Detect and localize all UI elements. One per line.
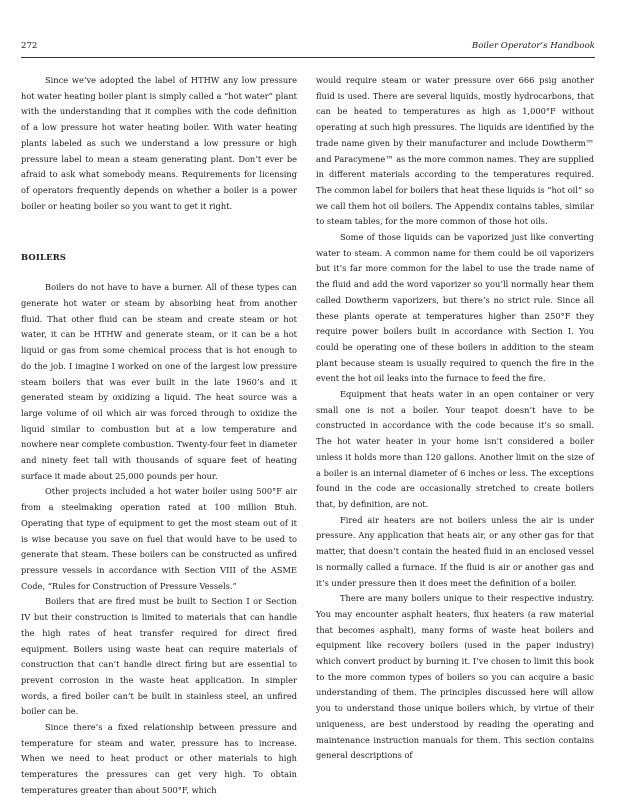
- paragraph-hot-oil: would require steam or water pressure over 666 psig another fluid is used. There are several liquids, mostly hydrocarbons, that can be heated to temperatures as high as 1,000°F without operating at such high pressures. The liquids are identified by the trade name given by their manufacturer and include Dowtherm™ and Paracymene™ as the more common names. They are supplied in different materials according to the temperatures required. The common label for boilers that heat these liquids is “hot oil” so we call them hot oil boilers. The Appendix contains tables, similar to steam tables, for the more common of those hot oils.: [316, 75, 594, 227]
- right-column: [316, 73, 594, 764]
- page-number: 272: [21, 41, 38, 51]
- paragraph-hthw-label: Since we’ve adopted the label of HTHW any low pressure hot water heating boiler plant is simply called a “hot water” plant with the understanding that it complies with the code definition of a low pressure hot water heating boiler. With water heating plants labeled as such we understand a low pressure or high pressure label to mean a steam generating plant. Don’t ever be afraid to ask what somebody means. Requirements for licensing of operators frequently depends on whether a boiler is a power boiler or heating boiler so you want to get it right.: [21, 75, 297, 211]
- paragraph-pressure-temperature: Since there’s a fixed relationship between pressure and temperature for steam and water, pressure has to increase. When we need to heat product or other materials to high temperatures the pressures can get very high. To obtain temperatures greater than about 500°F, which: [21, 722, 297, 795]
- paragraph-air-heaters: Fired air heaters are not boilers unless the air is under pressure. Any application that heats air, or any other gas for that matter, that doesn’t contain the heated fluid in an enclosed vessel is normally called a furnace. If the fluid is air or another gas and it’s under pressure then it does meet the definition of a boiler.: [316, 514, 594, 588]
- paragraph-open-container: Equipment that heats water in an open container or very small one is not a boiler. Your teapot doesn’t have to be constructed in accordance with the code because it’s so small. The hot water heater in your home isn’t considered a boiler unless it holds more than 120 gallons. Another limit on the size of a boiler is an internal diameter of 6 inches or less. The exceptions found in the code are occasionally stretched to create boilers that, by definition, are not.: [316, 389, 594, 509]
- left-column: [21, 73, 297, 799]
- paragraph-unique-boilers: There are many boilers unique to their respective industry. You may encounter asphalt heaters, flux heaters (a raw material that becomes asphalt), many forms of waste heat boilers and equipment like recovery boilers (used in the paper industry) which convert product by burning it. I’ve chosen to limit this book to the more common types of boilers so you can acquire a basic understanding of them. The principles discussed here will allow you to understand those unique boilers which, by virtue of their uniqueness, are best understood by reading the operating and maintenance instruction manuals for them. This section contains general descriptions of: [316, 593, 594, 761]
- section-heading-boilers: BOILERS: [21, 252, 67, 263]
- running-header: [21, 41, 595, 55]
- header-rule: [21, 57, 595, 58]
- paragraph-burner: Boilers do not have to have a burner. All of these types can generate hot water or steam by absorbing heat from another fluid. That other fluid can be steam and create steam or hot water, it can be HTHW and generate steam, or it can be a hot liquid or gas from some chemical process that is hot enough to do the job. I imagine I worked on one of the largest low pressure steam boilers that was ever built in the late 1960’s and it generated steam by oxidizing a liquid. The heat source was a large volume of oil which air was forced through to oxidize the liquid similar to combustion but at a low temperature and nowhere near complete combustion. Twenty-four feet in diameter and ninety feet tall with thousands of square feet of heating surface it made about 25,000 pounds per hour.: [21, 282, 297, 481]
- paragraph-other-projects: Other projects included a hot water boiler using 500°F air from a steelmaking operation rated at 100 million Btuh. Operating that type of equipment to get the most steam out of it is wise because you save on fuel that would have to be used to generate that steam. These boilers can be constructed as unfired pressure vessels in accordance with Section VIII of the ASME Code, “Rules for Construction of Pressure Vessels.”: [21, 486, 297, 591]
- book-title: Boiler Operator’s Handbook: [471, 41, 595, 51]
- paragraph-vaporizers: Some of those liquids can be vaporized just like converting water to steam. A common name for them could be oil vaporizers but it’s far more common for the label to use the trade name of the fluid and add the word vaporizer so you’ll normally hear them called Dowtherm vaporizers, but there’s no strict rule. Since all these plants operate at temperatures higher than 250°F they require power boilers built in accordance with Section I. You could be operating one of these boilers in addition to the steam plant because steam is usually required to quench the fire in the event the hot oil leaks into the furnace to feed the fire.: [316, 232, 594, 384]
- paragraph-fired-boilers: Boilers that are fired must be built to Section I or Section IV but their construction is limited to materials that can handle the high rates of heat transfer required for direct fired equipment. Boilers using waste heat can require materials of construction that can’t handle direct firing but are essential to prevent corrosion in the waste heat application. In simpler words, a fired boiler can’t be built in stainless steel, an unfired boiler can be.: [21, 596, 297, 717]
